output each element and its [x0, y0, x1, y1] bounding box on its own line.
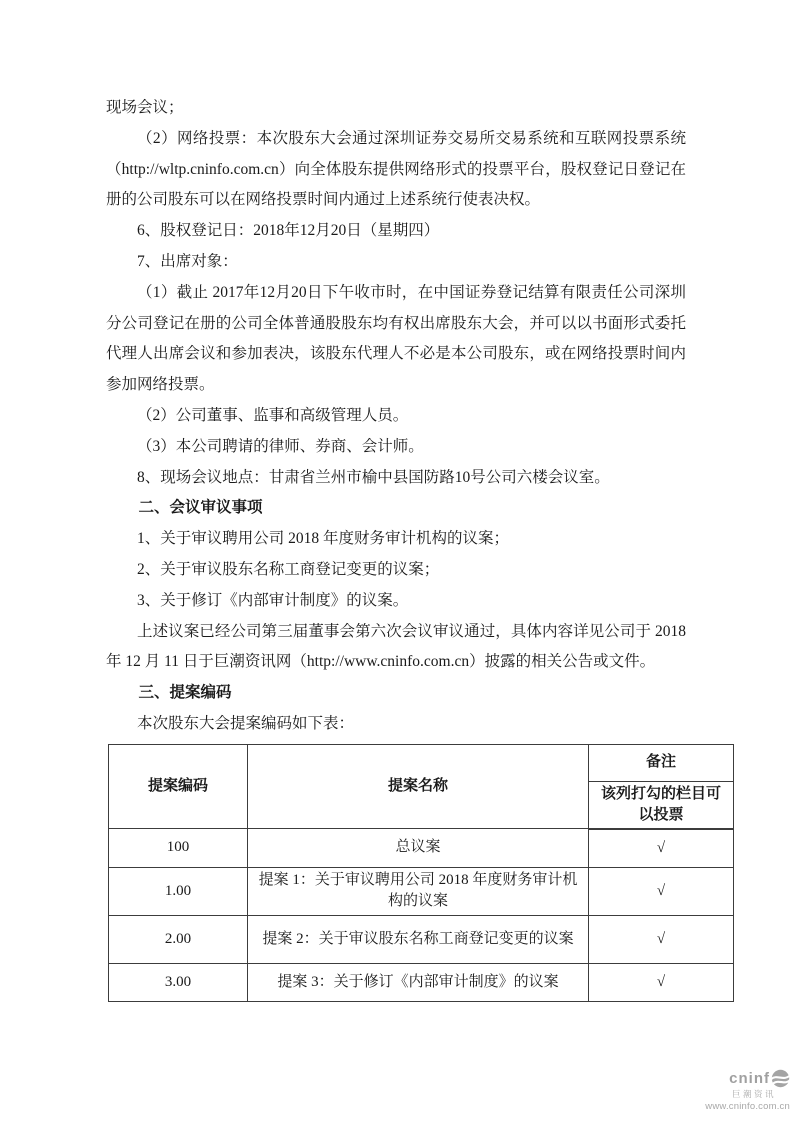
paragraph: 7、出席对象： — [137, 252, 238, 270]
document-body — [106, 93, 721, 1002]
proposal-code: 2.00 — [109, 915, 248, 963]
column-header-remark: 备注 — [589, 744, 734, 781]
section-heading-proposal-codes: 三、提案编码 — [138, 684, 232, 702]
cninfo-caption: 巨潮资讯 — [731, 1089, 776, 1099]
paragraph: 1、关于审议聘用公司 2018 年度财务审计机构的议案； — [137, 530, 510, 548]
column-header-code: 提案编码 — [109, 744, 248, 829]
proposal-code: 100 — [109, 829, 248, 868]
paragraph: 现场会议； — [106, 99, 184, 116]
column-header-name: 提案名称 — [248, 744, 589, 829]
table-header-row — [109, 744, 734, 781]
proposal-name: 提案 3：关于修订《内部审计制度》的议案 — [248, 963, 589, 1001]
cninfo-url: www.cninfo.com.cn — [705, 1100, 790, 1112]
proposal-name: 提案 2：关于审议股东名称工商登记变更的议案 — [248, 915, 589, 963]
proposal-code: 1.00 — [109, 867, 248, 915]
paragraph: 上述议案已经公司第三届董事会第六次会议审议通过，具体内容详见公司于 2018 年 12 月 11 日于巨潮资讯网（http://www.cninfo.com.cn）披露的相关公告或文件。 — [106, 622, 686, 671]
column-subheader-remark: 该列打勾的栏目可以投票 — [589, 781, 734, 829]
table-row — [109, 915, 734, 963]
table-row — [109, 963, 734, 1001]
paragraph: （2）网络投票：本次股东大会通过深圳证券交易所交易系统和互联网投票系统（http://wltp.cninfo.com.cn）向全体股东提供网络形式的投票平台，股权登记日登记在册的公司股东可以在网络投票时间内通过上述系统行使表决权。 — [106, 129, 686, 209]
proposal-code: 3.00 — [109, 963, 248, 1001]
vote-checkmark: √ — [589, 829, 734, 868]
cninfo-brand-line — [690, 1069, 790, 1088]
vote-checkmark: √ — [589, 963, 734, 1001]
paragraph: 8、现场会议地点：甘肃省兰州市榆中县国防路10号公司六楼会议室。 — [137, 468, 610, 486]
cninfo-logo — [690, 1069, 790, 1111]
proposal-name: 总议案 — [248, 829, 589, 868]
vote-checkmark: √ — [589, 867, 734, 915]
cninfo-swirl-icon — [771, 1069, 790, 1088]
cninfo-brand-text: cninf — [729, 1070, 770, 1087]
paragraph: 6、股权登记日：2018年12月20日（星期四） — [137, 222, 440, 240]
proposal-code-table — [108, 744, 734, 1002]
proposal-name: 提案 1：关于审议聘用公司 2018 年度财务审计机构的议案 — [248, 867, 589, 915]
table-row — [109, 829, 734, 868]
paragraph: （1）截止 2017年12月20日下午收市时，在中国证券登记结算有限责任公司深圳分公司登记在册的公司全体普通股股东均有权出席股东大会，并可以以书面形式委托代理人出席会议和参加表决，该股东代理人不必是本公司股东，或在网络投票时间内参加网络投票。 — [106, 283, 686, 394]
paragraph: 本次股东大会提案编码如下表： — [137, 714, 355, 732]
table-row — [109, 867, 734, 915]
paragraph: （3）本公司聘请的律师、券商、会计师。 — [137, 437, 424, 455]
section-heading-review-items: 二、会议审议事项 — [138, 499, 263, 517]
vote-checkmark: √ — [589, 915, 734, 963]
paragraph: 3、关于修订《内部审计制度》的议案。 — [137, 591, 409, 609]
paragraph: 2、关于审议股东名称工商登记变更的议案； — [137, 560, 440, 578]
paragraph: （2）公司董事、监事和高级管理人员。 — [137, 406, 409, 424]
